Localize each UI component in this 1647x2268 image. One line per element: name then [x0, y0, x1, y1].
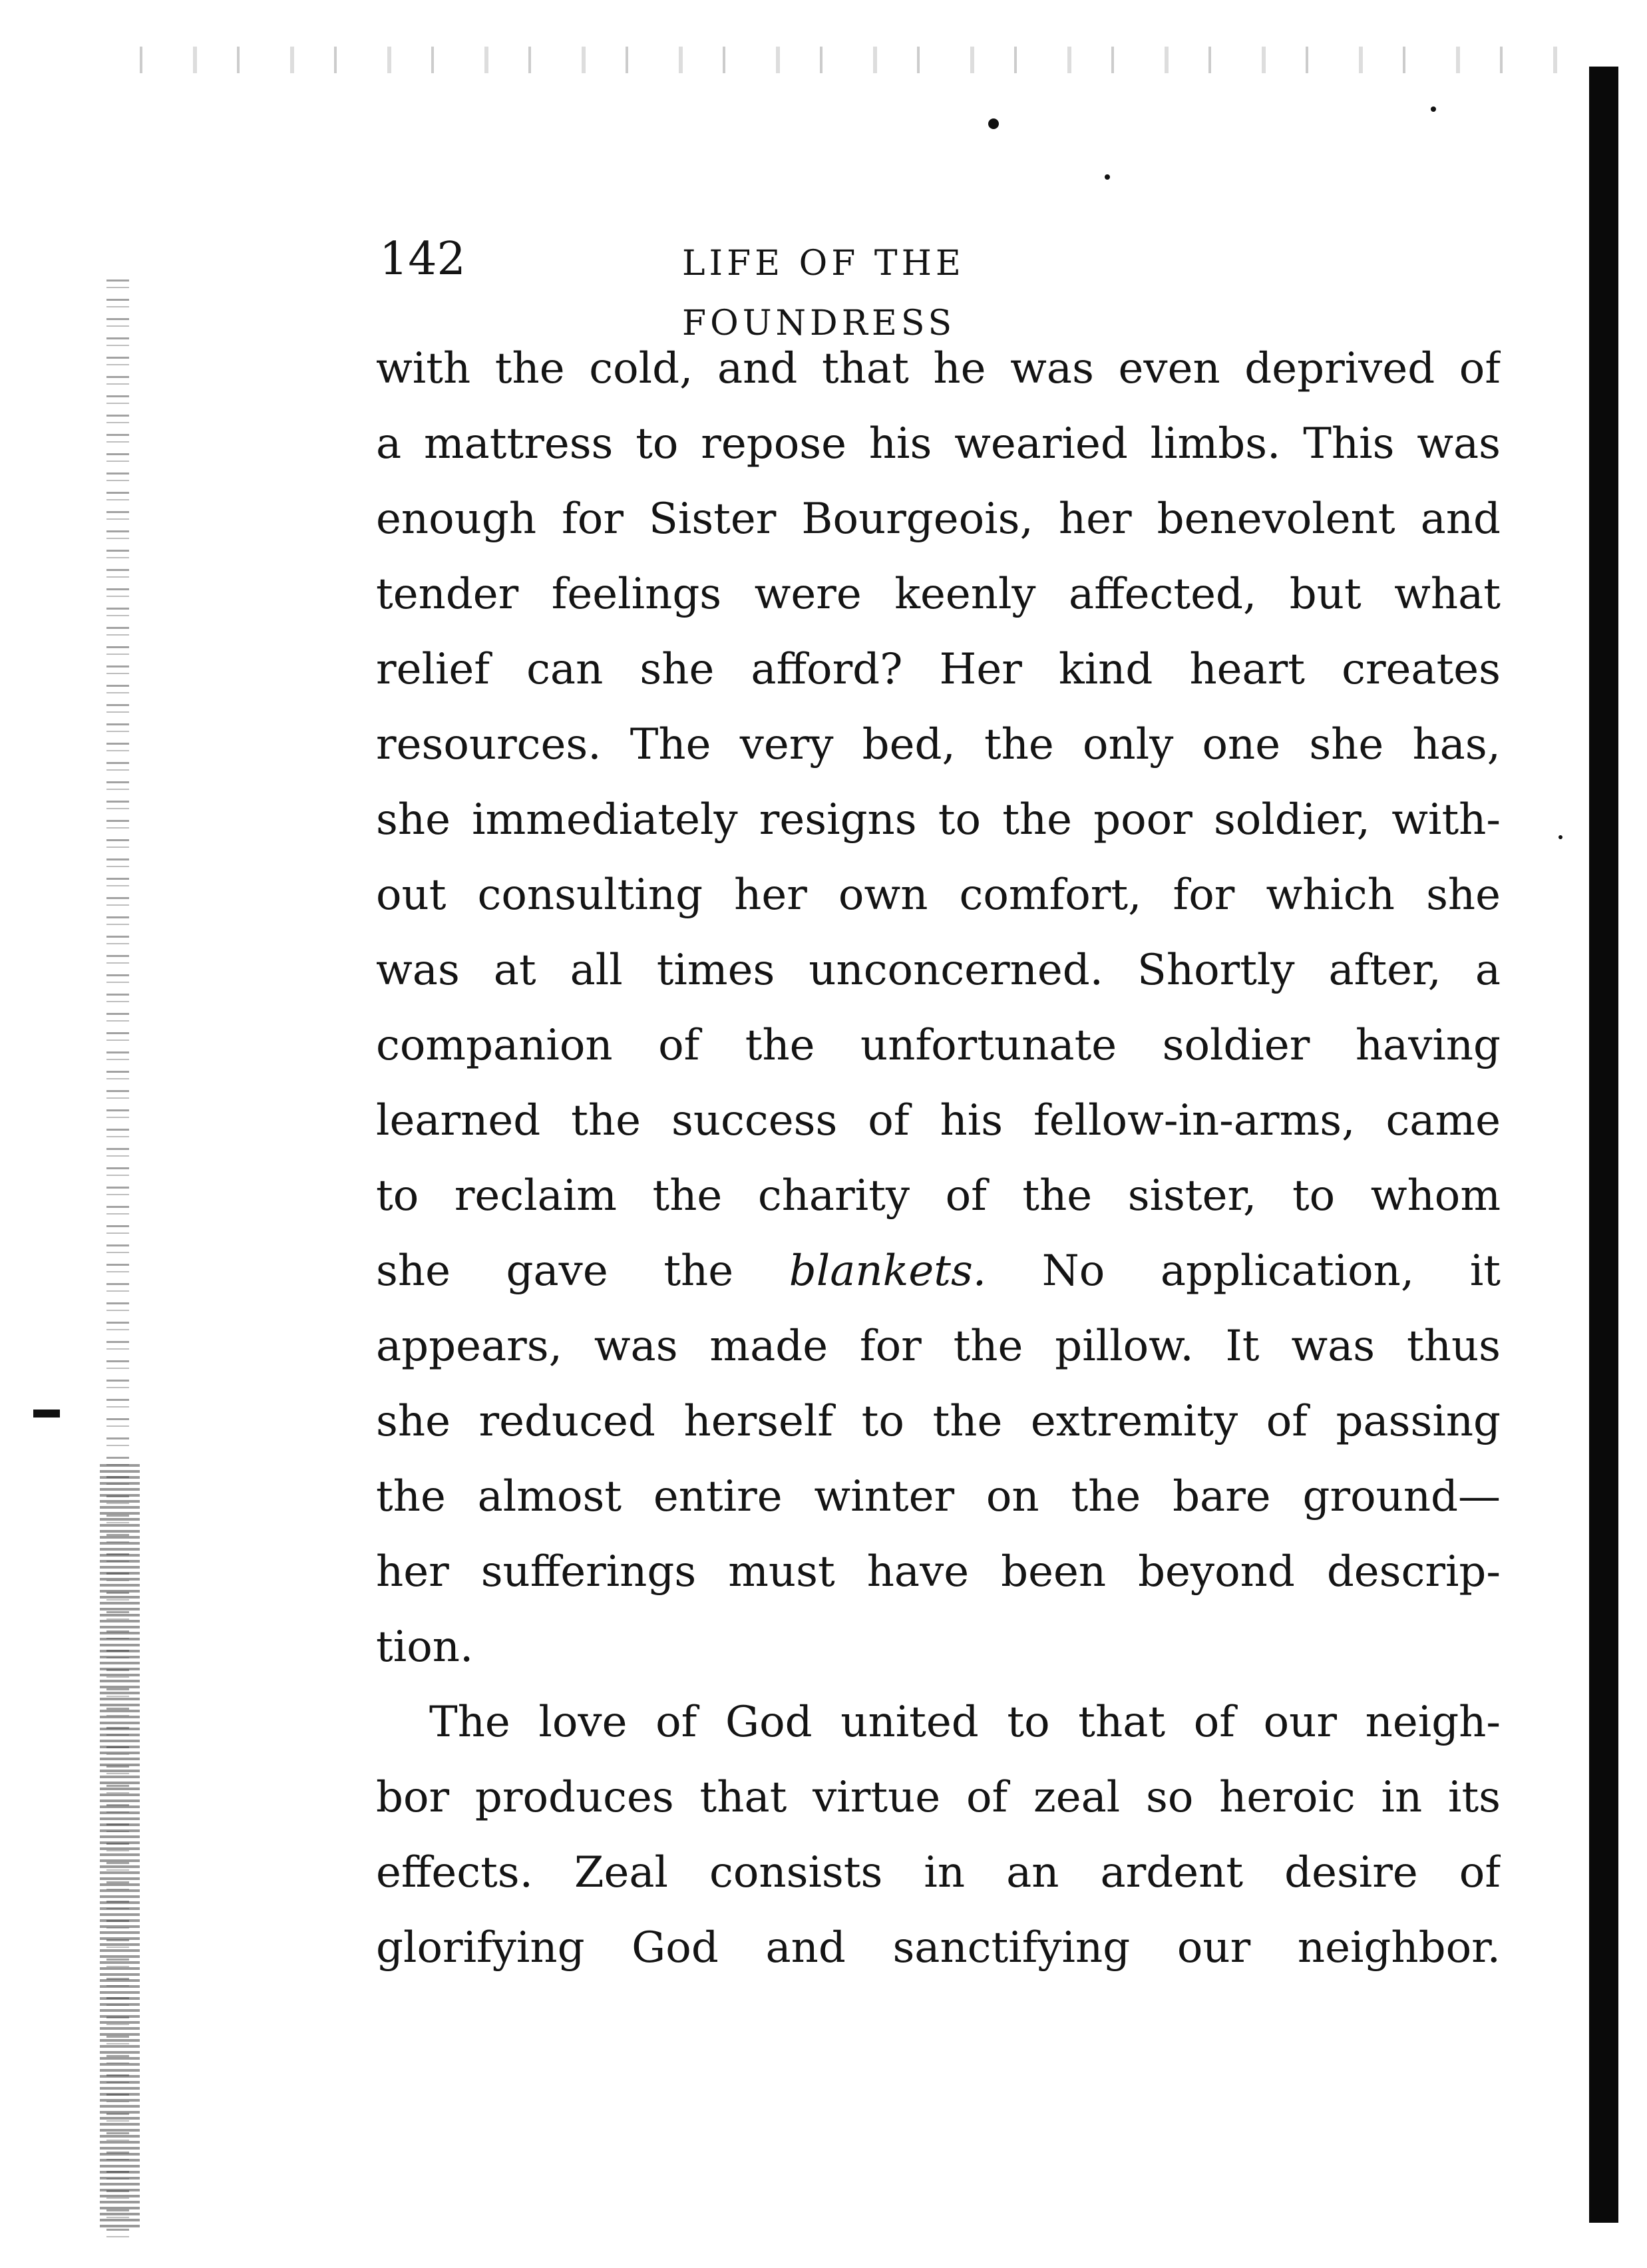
scan-noise-left-lower: [100, 1464, 140, 2229]
text-line: tender feelings were keenly affected, but what: [376, 570, 1501, 619]
text-line: learned the success of his fellow-in-arms, came: [376, 1096, 1501, 1145]
scan-dot: [1431, 106, 1436, 112]
scan-noise-top: [100, 47, 1597, 73]
text-line: appears, was made for the pillow. It was thus: [376, 1322, 1501, 1371]
text-line: enough for Sister Bourgeois, her benevolent and: [376, 494, 1501, 544]
text-line: companion of the unfortunate soldier having: [376, 1021, 1501, 1070]
text-line: relief can she afford? Her kind heart creates: [376, 645, 1501, 694]
text-line: out consulting her own comfort, for which she: [376, 870, 1501, 920]
text-segment: No application, it: [986, 1246, 1501, 1296]
text-line: glorifying God and sanctifying our neighbor.: [376, 1923, 1501, 1973]
text-line: tion.: [376, 1622, 474, 1672]
text-line: with the cold, and that he was even deprived of: [376, 344, 1501, 393]
text-line: she immediately resigns to the poor soldier, with-: [376, 795, 1501, 845]
text-line: The love of God united to that of our neigh-: [429, 1698, 1501, 1747]
scan-dot: [988, 118, 999, 129]
text-line: the almost entire winter on the bare ground—: [376, 1472, 1501, 1521]
page-header: [379, 230, 1251, 343]
italic-word: blankets.: [789, 1246, 987, 1296]
text-line: she reduced herself to the extremity of passing: [376, 1397, 1501, 1446]
running-head: LIFE OF THE FOUNDRESS: [682, 244, 965, 343]
body-text: [376, 331, 1501, 1986]
text-line: effects. Zeal consists in an ardent desire of: [376, 1848, 1501, 1897]
page-number: 142: [379, 233, 466, 285]
scan-dot: [1105, 174, 1110, 180]
text-line: bor produces that virtue of zeal so heroic in its: [376, 1773, 1501, 1822]
text-line: was at all times unconcerned. Shortly after, a: [376, 946, 1501, 995]
text-line: a mattress to repose his wearied limbs. This was: [376, 419, 1501, 469]
text-segment: she gave the: [376, 1246, 789, 1296]
scan-mark: [33, 1410, 60, 1418]
text-line: to reclaim the charity of the sister, to whom: [376, 1171, 1501, 1221]
text-line: her sufferings must have been beyond descrip-: [376, 1547, 1501, 1597]
text-line: resources. The very bed, the only one she has,: [376, 720, 1501, 769]
scan-dot: [1558, 835, 1562, 839]
text-line-with-italic: [376, 1234, 1501, 1309]
scan-edge-bar: [1589, 67, 1618, 2223]
